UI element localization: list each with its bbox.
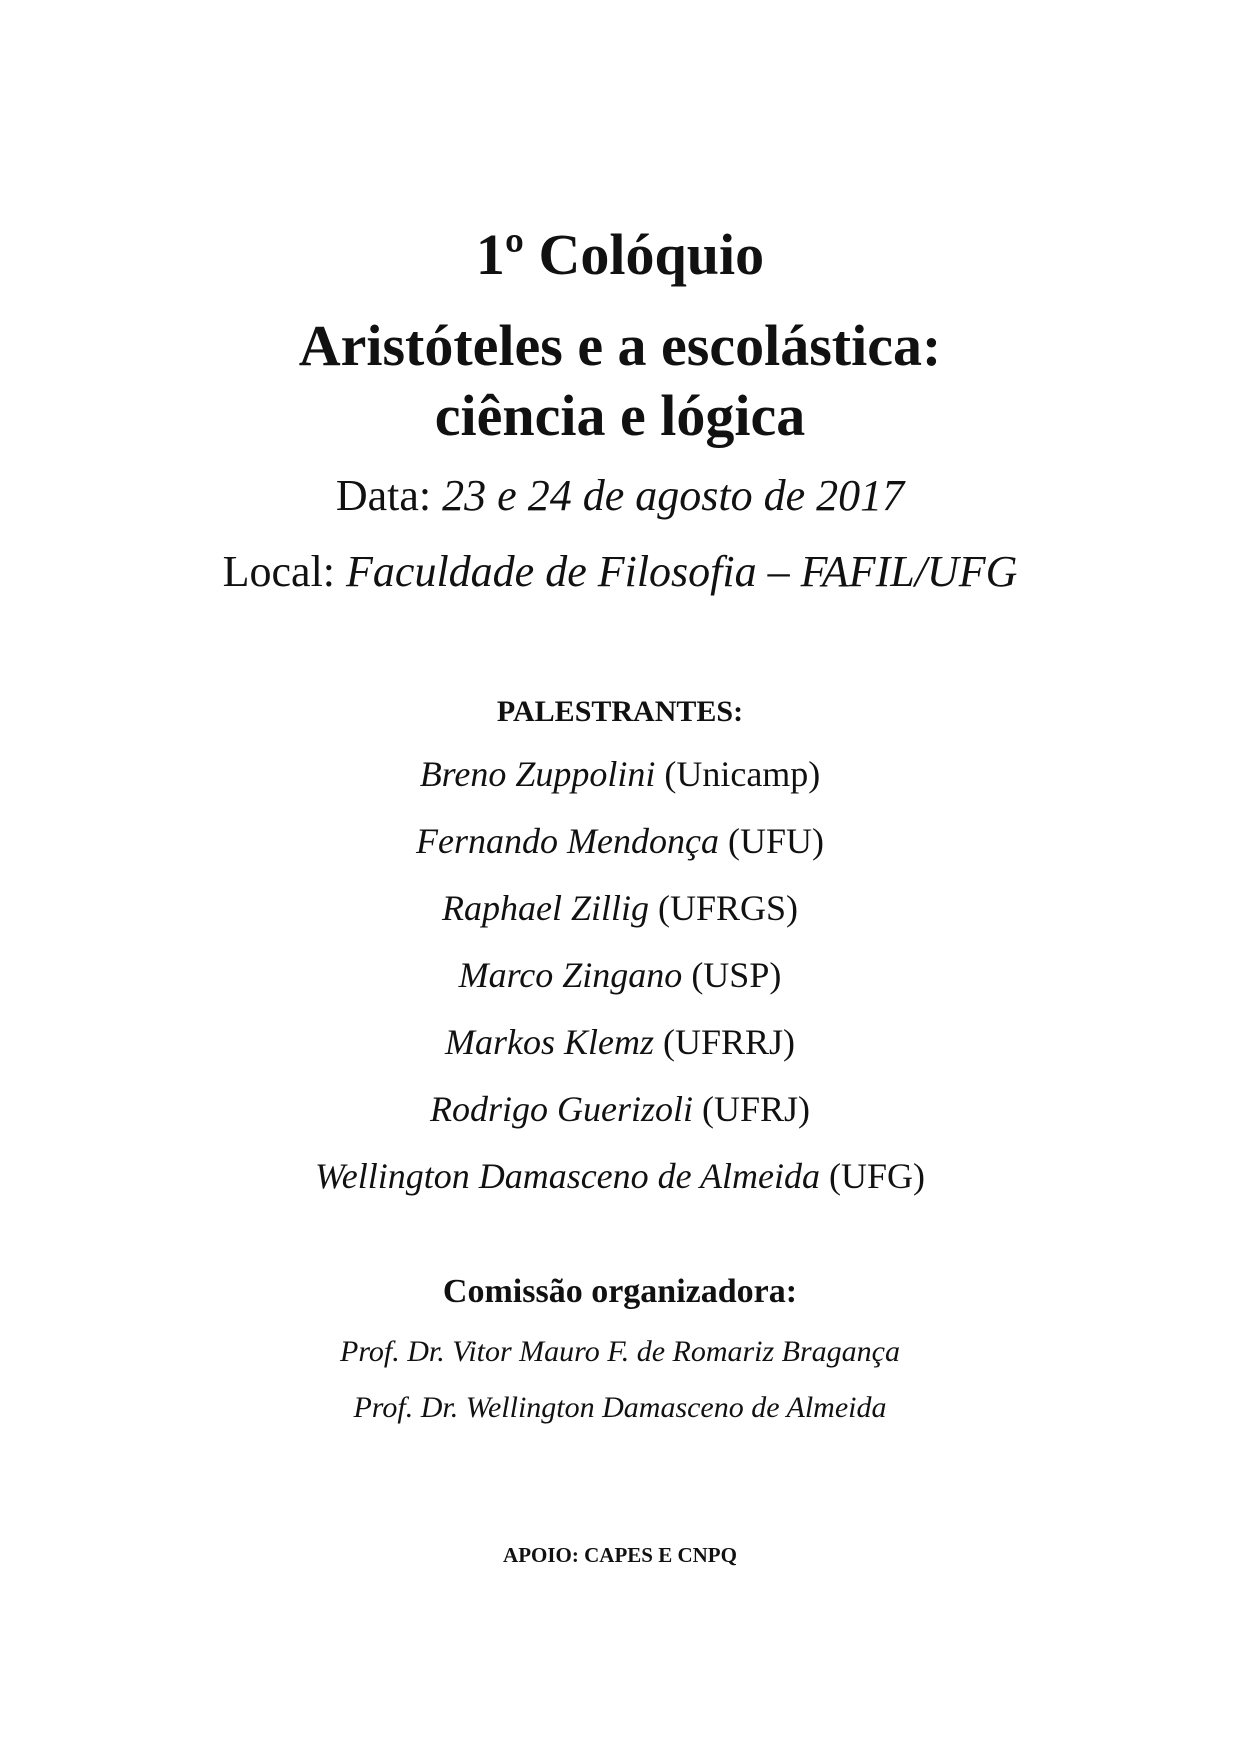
speaker-institution: (UFRRJ) (662, 1022, 796, 1062)
speaker-item (0, 886, 1240, 930)
speaker-name: Markos Klemz (444, 1022, 654, 1062)
speaker-institution: (UFRJ) (701, 1089, 811, 1129)
title-line-1: 1º Colóquio (475, 222, 765, 287)
speaker-institution: (UFG) (828, 1156, 925, 1196)
event-location (0, 546, 1240, 598)
support-note: APOIO: CAPES E CNPQ (503, 1543, 737, 1567)
location-label: Local: (222, 547, 336, 596)
title-line-3: ciência e lógica (434, 383, 806, 448)
speaker-name: Rodrigo Guerizoli (429, 1089, 693, 1129)
speaker-item (0, 1020, 1240, 1064)
speaker-institution: (UFU) (727, 821, 824, 861)
speaker-name: Fernando Mendonça (416, 821, 719, 861)
speaker-institution: (USP) (691, 955, 782, 995)
speaker-name: Wellington Damasceno de Almeida (315, 1156, 820, 1196)
committee-member: Prof. Dr. Wellington Damasceno de Almeida (353, 1391, 887, 1424)
committee-member: Prof. Dr. Vitor Mauro F. de Romariz Bragança (340, 1335, 900, 1368)
committee-heading: Comissão organizadora: (442, 1273, 798, 1310)
speakers-heading: PALESTRANTES: (496, 695, 744, 728)
speaker-item (0, 953, 1240, 997)
title-line-2: Aristóteles e a escolástica: (298, 313, 942, 378)
speaker-item (0, 1154, 1240, 1198)
date-value: 23 e 24 de agosto de 2017 (442, 471, 905, 520)
speaker-name: Raphael Zillig (441, 888, 649, 928)
speaker-item (0, 1087, 1240, 1131)
speaker-name: Marco Zingano (458, 955, 683, 995)
speaker-institution: (Unicamp) (664, 754, 821, 794)
speaker-item (0, 752, 1240, 796)
date-label: Data: (335, 471, 432, 520)
speaker-name: Breno Zuppolini (419, 754, 656, 794)
location-value: Faculdade de Filosofia – FAFIL/UFG (346, 547, 1018, 596)
speaker-item (0, 819, 1240, 863)
speaker-institution: (UFRGS) (657, 888, 799, 928)
event-date (0, 470, 1240, 522)
